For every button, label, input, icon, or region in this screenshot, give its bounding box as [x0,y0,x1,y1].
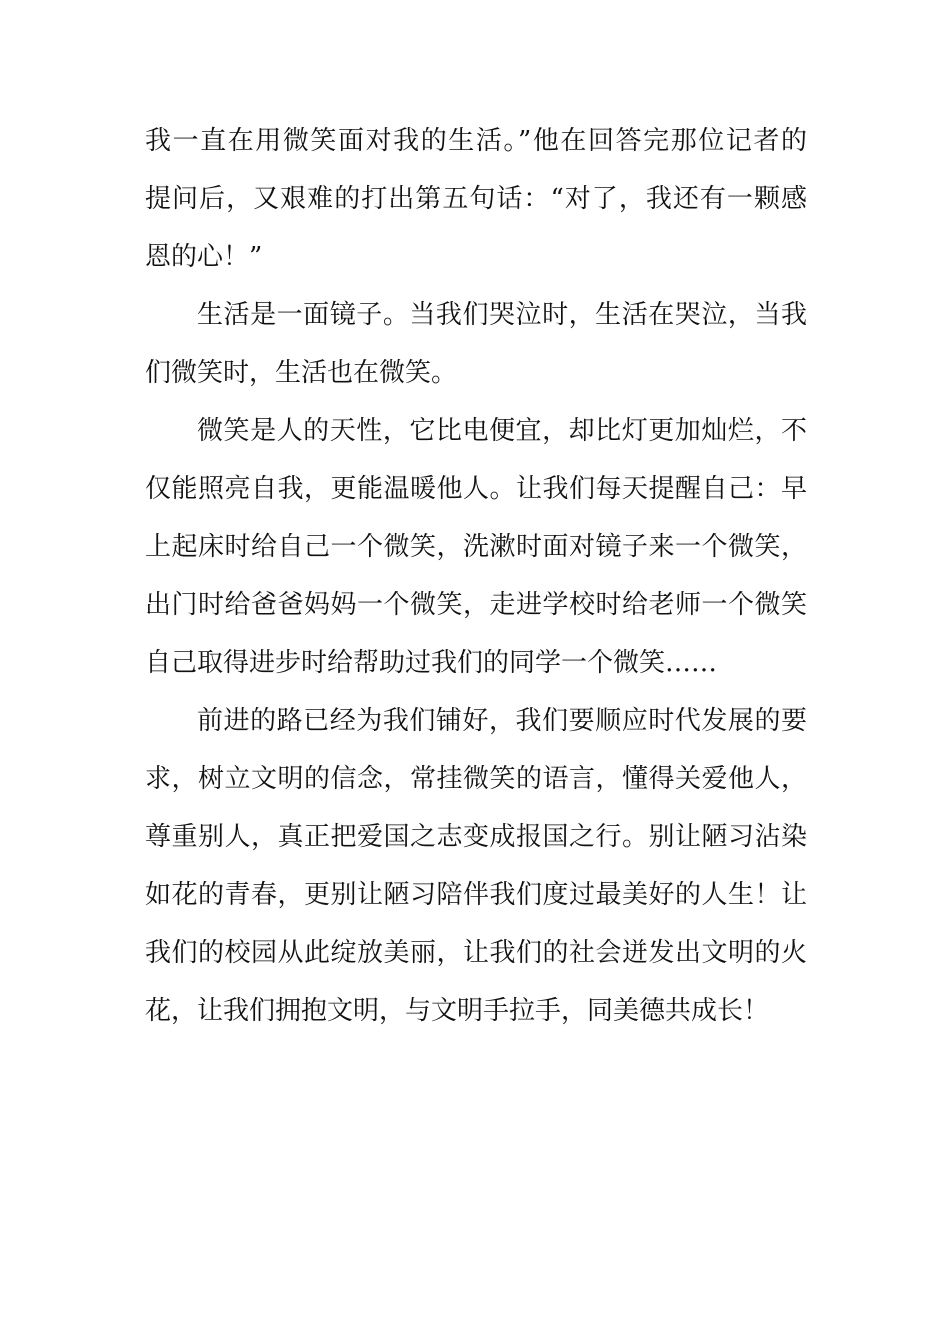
text-line: 我一直在用微笑面对我的生活。”他在回答完那位记者的 [145,126,807,156]
text-line: 花，让我们拥抱文明，与文明手拉手，同美德共成长！ [145,996,770,1026]
text-line: 上起床时给自己一个微笑，洗漱时面对镜子来一个微笑， [145,532,807,562]
text-line: 提问后，又艰难的打出第五句话：“对了，我还有一颗感 [145,184,807,214]
text-line: 我们的校园从此绽放美丽，让我们的社会迸发出文明的火 [145,938,807,968]
text-line: 们微笑时，生活也在微笑。 [145,358,458,388]
text-line: 如花的青春，更别让陋习陪伴我们度过最美好的人生！让 [145,880,807,910]
text-line: 出门时给爸爸妈妈一个微笑，走进学校时给老师一个微笑 [145,590,807,620]
text-line: 尊重别人，真正把爱国之志变成报国之行。别让陋习沾染 [145,822,807,852]
paragraph-3 [145,408,807,698]
text-line: 生活是一面镜子。当我们哭泣时，生活在哭泣，当我 [197,300,807,330]
body-text [145,118,807,1046]
text-line: 前进的路已经为我们铺好，我们要顺应时代发展的要 [197,706,807,736]
paragraph-2 [145,292,807,408]
text-line: 求，树立文明的信念，常挂微笑的语言，懂得关爱他人， [145,764,807,794]
text-line: 恩的心！” [145,242,263,272]
text-line: 自己取得进步时给帮助过我们的同学一个微笑…… [145,648,718,678]
paragraph-1 [145,118,807,292]
text-line: 微笑是人的天性，它比电便宜，却比灯更加灿烂，不 [197,416,807,446]
text-line: 仅能照亮自我，更能温暖他人。让我们每天提醒自己：早 [145,474,807,504]
paragraph-4 [145,698,807,1046]
